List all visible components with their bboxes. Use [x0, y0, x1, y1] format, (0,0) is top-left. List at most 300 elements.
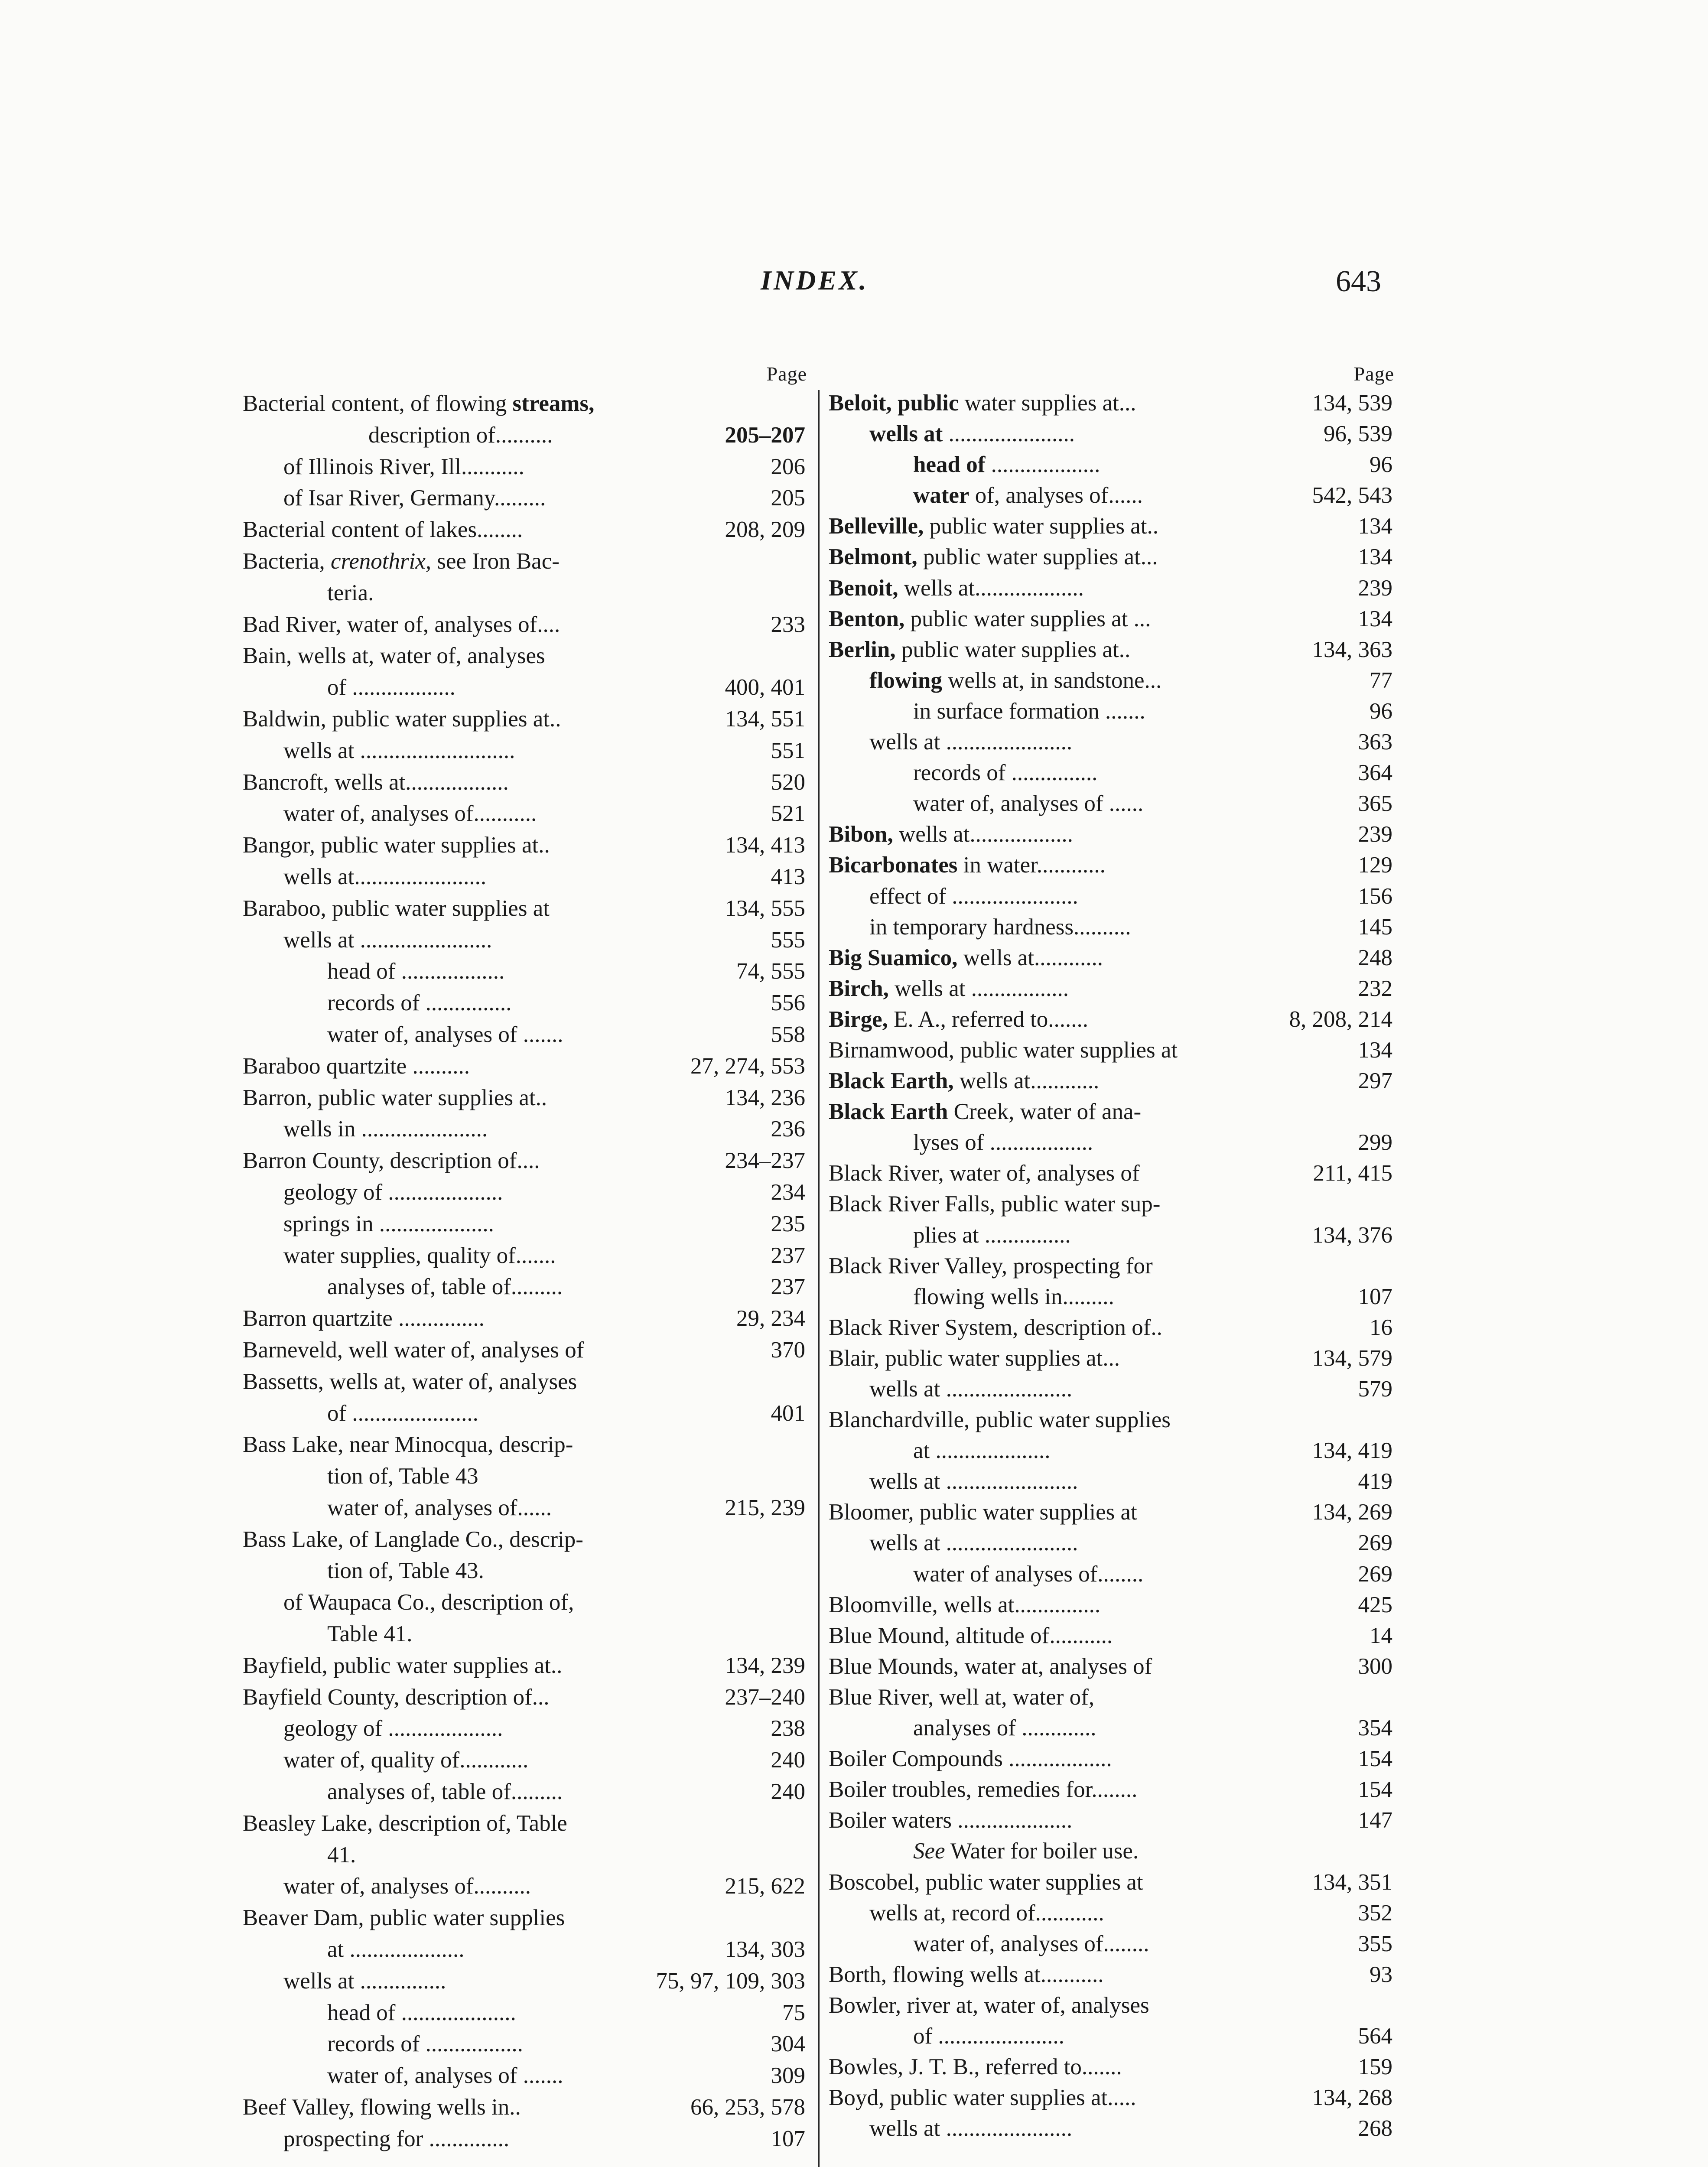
index-entry-page: 134, 236 — [725, 1085, 805, 1110]
index-entry — [243, 2028, 807, 2060]
index-entry-text: water of analyses of........ — [913, 1561, 1144, 1587]
index-entry-fragment: Bibon, — [829, 822, 893, 847]
index-entry-text: lyses of .................. — [913, 1130, 1093, 1155]
index-entry — [243, 893, 807, 924]
index-entry-page: 145 — [1358, 914, 1392, 940]
index-entry-page: 237–240 — [725, 1684, 805, 1710]
index-entry — [243, 420, 807, 451]
index-entry — [829, 788, 1394, 819]
index-entry-text: Boyd, public water supplies at..... — [829, 2085, 1136, 2111]
index-entry — [829, 1405, 1394, 1435]
index-entry-text: Table 41. — [327, 1621, 413, 1647]
index-entry-text: geology of .................... — [283, 1716, 503, 1741]
index-entry — [243, 703, 807, 735]
index-entry-page: 232 — [1358, 976, 1392, 1001]
index-entry-fragment: see Iron Bac- — [431, 548, 560, 574]
index-entry-fragment: Water for boiler use. — [945, 1838, 1139, 1864]
index-entry-page: 134, 419 — [1312, 1438, 1392, 1464]
index-entry-fragment: Bicarbonates — [829, 852, 958, 878]
index-entry-text — [829, 511, 1158, 542]
index-entry-fragment: Big Suamico, — [829, 945, 958, 970]
index-entry-page: 240 — [771, 1747, 805, 1773]
index-entry-text: analyses of, table of......... — [327, 1779, 563, 1805]
index-entry — [829, 1805, 1394, 1836]
index-entry — [243, 861, 807, 893]
index-entry-fragment: wells at................... — [898, 575, 1084, 601]
index-entry-text: of Isar River, Germany......... — [283, 485, 546, 511]
index-entry — [829, 1466, 1394, 1497]
index-entry-page: 236 — [771, 1116, 805, 1142]
index-entry-fragment: Beloit, public — [829, 390, 959, 416]
index-entry — [829, 912, 1394, 943]
index-entry-page: 134, 239 — [725, 1653, 805, 1678]
index-entry — [243, 2123, 807, 2155]
index-entry — [829, 1282, 1394, 1312]
index-entry — [243, 924, 807, 956]
index-entry-text: Bass Lake, near Minocqua, descrip- — [243, 1432, 573, 1458]
index-entry-text — [829, 943, 1103, 973]
index-entry-page: 364 — [1358, 760, 1392, 786]
index-entry-text: at .................... — [327, 1937, 465, 1962]
index-entry — [243, 2060, 807, 2092]
index-entry-text: analyses of ............. — [913, 1715, 1096, 1741]
index-entry-text: Barron, public water supplies at.. — [243, 1085, 547, 1110]
index-entry — [243, 672, 807, 703]
index-entry-fragment: flowing — [869, 667, 942, 693]
index-entry — [243, 514, 807, 546]
index-entries-left — [243, 388, 807, 2155]
index-entry-page: 370 — [771, 1337, 805, 1363]
index-entry-fragment: public water supplies at.. — [895, 637, 1131, 662]
index-entry-text: tion of, Table 43 — [327, 1464, 478, 1489]
index-entry-fragment: See — [913, 1838, 945, 1864]
index-entry-text: head of .................... — [327, 2000, 516, 2025]
index-entry-page: 237 — [771, 1274, 805, 1300]
index-entry-text: Blair, public water supplies at... — [829, 1345, 1120, 1371]
index-entry-page: 269 — [1358, 1530, 1392, 1556]
index-entry-page: 16 — [1370, 1315, 1392, 1340]
index-entry-text: Beef Valley, flowing wells in.. — [243, 2095, 521, 2120]
index-entry — [243, 1997, 807, 2029]
index-entry-page: 239 — [1358, 575, 1392, 601]
index-entry — [829, 819, 1394, 850]
index-entry-text: Boiler troubles, remedies for........ — [829, 1777, 1138, 1803]
index-entry — [829, 1651, 1394, 1682]
index-entry-page: 363 — [1358, 729, 1392, 755]
index-entry-text — [829, 573, 1084, 604]
index-entry-page: 234–237 — [725, 1148, 805, 1174]
index-entry — [243, 956, 807, 987]
index-entry-page: 304 — [771, 2031, 805, 2057]
index-entry-fragment: ................... — [985, 452, 1100, 478]
index-entry-text: wells at ...................... — [869, 1376, 1073, 1402]
index-entry-page: 107 — [1358, 1284, 1392, 1309]
index-entry-page: 14 — [1370, 1623, 1392, 1648]
index-entry-page: 300 — [1358, 1653, 1392, 1679]
index-entry-fragment: public water supplies at.. — [924, 514, 1158, 539]
index-entry-text — [829, 604, 1151, 634]
index-entry — [243, 1429, 807, 1461]
index-entry-page: 521 — [771, 801, 805, 826]
index-entry — [243, 1113, 807, 1145]
index-entry-text: description of.......... — [368, 422, 553, 448]
index-entry — [243, 1744, 807, 1776]
index-entry — [829, 1774, 1394, 1805]
index-entry-fragment: Berlin, — [829, 637, 896, 662]
index-entry-page: 235 — [771, 1211, 805, 1236]
index-entry — [243, 735, 807, 767]
index-entry-fragment: Creek, water of ana- — [948, 1099, 1142, 1125]
index-entry-text — [913, 1836, 1139, 1867]
index-entry-text: prospecting for .............. — [283, 2126, 510, 2151]
index-entry — [243, 577, 807, 609]
index-entry-page: 27, 274, 553 — [690, 1053, 805, 1079]
index-entry-text: tion of, Table 43. — [327, 1558, 484, 1584]
index-entry-text: Bacterial content of lakes........ — [243, 517, 523, 543]
index-entry-page: 239 — [1358, 822, 1392, 847]
index-entry-text: Black River Valley, prospecting for — [829, 1253, 1153, 1279]
index-entry-page: 134, 268 — [1312, 2085, 1392, 2111]
column-divider — [818, 390, 820, 2167]
index-entry-text: wells at, record of............ — [869, 1900, 1104, 1926]
index-entry-page: 134, 303 — [725, 1937, 805, 1962]
index-entry-text — [243, 388, 594, 420]
index-entry-text: water supplies, quality of....... — [283, 1243, 556, 1268]
index-entries-right — [829, 388, 1394, 2144]
index-entry-text: Beaver Dam, public water supplies — [243, 1905, 565, 1931]
index-entry — [829, 2021, 1394, 2052]
index-entry-text: records of ............... — [913, 760, 1098, 786]
index-entry — [829, 1867, 1394, 1898]
index-entry-page: 134, 413 — [725, 833, 805, 858]
index-entry-text: teria. — [327, 580, 374, 605]
index-entry-text: wells at....................... — [283, 864, 487, 889]
index-entry-page: 74, 555 — [736, 959, 805, 984]
index-entry — [829, 511, 1394, 542]
index-entry-text: Boiler Compounds .................. — [829, 1746, 1112, 1772]
index-entry-page: 107 — [771, 2126, 805, 2151]
index-entry-text: wells at ............... — [283, 1968, 446, 1994]
index-entry — [829, 419, 1394, 449]
index-entry-text: Black River Falls, public water sup- — [829, 1191, 1161, 1217]
index-entry-text — [829, 388, 1136, 419]
index-entry-text: Blue Mound, altitude of........... — [829, 1623, 1113, 1648]
index-entry-page: 134, 579 — [1312, 1345, 1392, 1371]
index-entry-fragment: water supplies at... — [959, 390, 1136, 416]
index-entry-text: water of, analyses of ....... — [327, 2063, 563, 2089]
index-entry-text: water of, analyses of........... — [283, 801, 537, 826]
index-entry-page: 134, 539 — [1312, 390, 1392, 416]
index-entry-text — [829, 973, 1069, 1004]
index-entry-text: wells at ....................... — [283, 927, 492, 953]
index-entry — [829, 1959, 1394, 1990]
index-entry — [243, 1177, 807, 1208]
index-entry-fragment: of, analyses of...... — [969, 483, 1143, 508]
index-entry-text: wells at ...................... — [869, 2116, 1073, 2141]
index-entry-fragment: Black Earth — [829, 1099, 948, 1125]
index-entry-text: Blanchardville, public water supplies — [829, 1407, 1171, 1433]
index-entry-page: 66, 253, 578 — [690, 2095, 805, 2120]
index-entry — [243, 1019, 807, 1051]
index-entry-text: springs in .................... — [283, 1211, 494, 1236]
index-entry-page: 215, 239 — [725, 1495, 805, 1520]
index-entry-text: Baldwin, public water supplies at.. — [243, 706, 561, 732]
index-entry-fragment: Bacteria, — [243, 548, 331, 574]
index-entry-page: 205–207 — [725, 422, 805, 448]
index-entry-page: 233 — [771, 612, 805, 637]
index-entry-text: geology of .................... — [283, 1179, 503, 1205]
index-entry-page: 134, 269 — [1312, 1500, 1392, 1525]
index-entry — [829, 1528, 1394, 1559]
index-entry-text — [829, 1097, 1141, 1127]
index-entry-fragment: crenothrix, — [331, 548, 432, 574]
index-entry — [243, 1871, 807, 1902]
index-entry-text: 41. — [327, 1842, 356, 1868]
index-entry-page: 234 — [771, 1179, 805, 1205]
index-entry-page: 238 — [771, 1716, 805, 1741]
index-entry-text: water of, analyses of........ — [913, 1931, 1149, 1956]
index-entry — [243, 1082, 807, 1114]
index-entry-text: Bayfield, public water supplies at.. — [243, 1653, 563, 1678]
index-entry-text: Blue River, well at, water of, — [829, 1684, 1095, 1710]
index-entry-text: at .................... — [913, 1438, 1051, 1464]
index-entry — [829, 758, 1394, 788]
index-entry-text: Bad River, water of, analyses of.... — [243, 612, 560, 637]
index-entry-fragment: in water............ — [957, 852, 1106, 878]
index-entry-fragment: ...................... — [943, 421, 1075, 447]
index-entry — [243, 767, 807, 798]
index-entry-text: Bancroft, wells at.................. — [243, 769, 509, 795]
index-entry — [243, 1902, 807, 1934]
index-entry — [243, 1934, 807, 1965]
index-entry-page: 75, 97, 109, 303 — [656, 1968, 805, 1994]
index-entry-page: 134 — [1358, 1037, 1392, 1063]
index-entry-text: Black River System, description of.. — [829, 1315, 1162, 1340]
index-entry-fragment: wells at — [869, 421, 943, 447]
index-entry-fragment: head of — [913, 452, 986, 478]
index-entry-fragment: Belleville, — [829, 514, 924, 539]
index-entry-page: 156 — [1358, 883, 1392, 909]
index-entry — [243, 1618, 807, 1650]
index-entry-text: plies at ............... — [913, 1222, 1071, 1248]
index-entry — [243, 1682, 807, 1713]
index-entry-fragment: Benton, — [829, 606, 905, 631]
index-entry — [243, 609, 807, 641]
index-entry — [829, 696, 1394, 727]
index-entry — [829, 1435, 1394, 1466]
index-entry-page: 425 — [1358, 1592, 1392, 1617]
index-entry-text: Boiler waters .................... — [829, 1808, 1073, 1833]
index-entry-fragment: wells at............ — [953, 1068, 1100, 1094]
index-entry-page: 208, 209 — [725, 517, 805, 543]
index-entry — [829, 2082, 1394, 2113]
index-entry-text: Bass Lake, of Langlade Co., descrip- — [243, 1526, 583, 1552]
index-column-right — [829, 360, 1394, 2167]
index-entry — [243, 1587, 807, 1618]
index-entry — [243, 1555, 807, 1587]
index-entry-text: Bangor, public water supplies at.. — [243, 833, 550, 858]
index-entry-text: Bassetts, wells at, water of, analyses — [243, 1369, 577, 1394]
index-entry — [243, 1965, 807, 1997]
index-entry-fragment: Bacterial content, of flowing — [243, 391, 513, 416]
index-entry — [243, 1303, 807, 1334]
index-entry — [829, 1990, 1394, 2021]
index-entry-text: in surface formation ....... — [913, 698, 1145, 724]
index-entry — [243, 1208, 807, 1240]
index-entry-page: 215, 622 — [725, 1874, 805, 1899]
index-entry-text: water of, analyses of ...... — [913, 791, 1144, 817]
index-entry-text: Black River, water of, analyses of — [829, 1161, 1140, 1186]
index-entry-page: 413 — [771, 864, 805, 889]
index-entry-page: 240 — [771, 1779, 805, 1805]
index-entry-page: 248 — [1358, 945, 1392, 970]
index-entry-fragment: wells at ................. — [888, 976, 1069, 1001]
index-entry-text: Birnamwood, public water supplies at — [829, 1037, 1178, 1063]
index-entry — [243, 1492, 807, 1524]
index-entry — [243, 798, 807, 830]
index-entry-page: 77 — [1370, 667, 1392, 693]
index-entry — [829, 1620, 1394, 1651]
index-entry-fragment: Black Earth, — [829, 1068, 954, 1094]
index-entry — [829, 1220, 1394, 1251]
index-entry-text — [829, 819, 1073, 850]
page-header — [0, 264, 1708, 303]
index-entry-text: Bloomer, public water supplies at — [829, 1500, 1137, 1525]
index-entry — [829, 1189, 1394, 1220]
index-entry — [243, 1776, 807, 1808]
index-entry-text: records of ............... — [327, 990, 512, 1016]
index-entry-text: records of ................. — [327, 2031, 523, 2057]
index-entry-page: 556 — [771, 990, 805, 1016]
index-entry-page: 96, 539 — [1324, 421, 1392, 447]
index-entry-fragment: public water supplies at ... — [904, 606, 1151, 631]
index-entry-text — [243, 546, 560, 577]
index-entry — [243, 1334, 807, 1366]
index-entry-page: 309 — [771, 2063, 805, 2089]
index-entry-text — [829, 1066, 1099, 1097]
index-entry-text: head of .................. — [327, 959, 505, 984]
index-entry-page: 542, 543 — [1312, 483, 1392, 508]
index-entry — [829, 634, 1394, 665]
index-entry-text: Bloomville, wells at............... — [829, 1592, 1101, 1617]
index-entry — [243, 640, 807, 672]
index-entry-page: 551 — [771, 738, 805, 763]
index-entry — [829, 1497, 1394, 1528]
index-entry — [829, 1374, 1394, 1405]
index-entry — [829, 573, 1394, 604]
index-entry-page: 96 — [1370, 452, 1392, 478]
index-entry-page: 299 — [1358, 1130, 1392, 1155]
page-column-label: Page — [766, 363, 807, 385]
index-entry-text — [829, 850, 1106, 881]
page-number: 643 — [1336, 265, 1381, 298]
index-entry — [829, 1836, 1394, 1867]
index-entry-text: water of, analyses of...... — [327, 1495, 552, 1520]
index-entry — [829, 1898, 1394, 1929]
index-entry-page: 8, 208, 214 — [1289, 1006, 1392, 1032]
index-entry-text: of .................. — [327, 675, 455, 700]
index-entry-text: of ...................... — [327, 1400, 478, 1426]
index-entry-text: effect of ...................... — [869, 883, 1078, 909]
index-entry-text: water of, quality of............ — [283, 1747, 529, 1773]
index-entry — [243, 830, 807, 861]
index-entry-text: analyses of, table of......... — [327, 1274, 563, 1300]
index-entry — [829, 480, 1394, 511]
index-entry — [243, 1524, 807, 1555]
index-entry — [829, 1158, 1394, 1189]
index-entry-text — [913, 449, 1100, 480]
index-entry-page: 159 — [1358, 2054, 1392, 2080]
index-entry-page: 211, 415 — [1313, 1161, 1392, 1186]
index-entry-text: of Illinois River, Ill........... — [283, 454, 524, 479]
index-entry — [243, 451, 807, 483]
index-entry-page: 365 — [1358, 791, 1392, 817]
index-entry — [243, 1271, 807, 1303]
running-title: INDEX. — [761, 265, 869, 296]
index-entry — [829, 881, 1394, 912]
index-entry-text: Barron quartzite ............... — [243, 1306, 485, 1331]
index-entry-text: flowing wells in......... — [913, 1284, 1114, 1309]
index-entry — [243, 1713, 807, 1744]
index-entry-text: wells at ........................... — [283, 738, 515, 763]
index-entry-text: in temporary hardness.......... — [869, 914, 1131, 940]
index-entry — [829, 973, 1394, 1004]
index-entry — [829, 1713, 1394, 1744]
index-entry — [243, 546, 807, 577]
index-entry-fragment: wells at, in sandstone... — [942, 667, 1162, 693]
index-entry-text: Bain, wells at, water of, analyses — [243, 643, 545, 669]
index-entry — [829, 1929, 1394, 1959]
index-entry-page: 134, 376 — [1312, 1222, 1392, 1248]
index-entry-page: 297 — [1358, 1068, 1392, 1094]
index-entry — [829, 943, 1394, 973]
index-entry — [829, 449, 1394, 480]
index-column-left — [243, 360, 807, 2167]
index-entry — [243, 1145, 807, 1177]
index-entry — [243, 1650, 807, 1682]
index-entry-page: 134, 363 — [1312, 637, 1392, 662]
index-entry-text: Blue Mounds, water at, analyses of — [829, 1653, 1152, 1679]
index-entry — [829, 850, 1394, 881]
index-entry — [243, 388, 807, 420]
index-entry-page: 134 — [1358, 544, 1392, 570]
index-entry — [829, 2113, 1394, 2144]
index-entry — [243, 1398, 807, 1429]
index-entry-page: 29, 234 — [736, 1306, 805, 1331]
index-entry-page: 237 — [771, 1243, 805, 1268]
index-entry-text: Bowles, J. T. B., referred to....... — [829, 2054, 1122, 2080]
index-entry-page: 355 — [1358, 1931, 1392, 1956]
index-entry-text: wells at ...................... — [869, 729, 1073, 755]
index-entry-page: 564 — [1358, 2023, 1392, 2049]
index-entry — [243, 1366, 807, 1398]
index-entry-text — [829, 1004, 1088, 1035]
index-entry-page: 268 — [1358, 2116, 1392, 2141]
index-entry-text: Barron County, description of.... — [243, 1148, 540, 1174]
index-entry-text: Baraboo, public water supplies at — [243, 895, 550, 921]
index-entry-text: Boscobel, public water supplies at — [829, 1869, 1143, 1895]
index-entry-page: 134, 555 — [725, 895, 805, 921]
index-entry — [829, 1744, 1394, 1774]
index-entry-text — [829, 542, 1158, 573]
index-entry-text: of ...................... — [913, 2023, 1064, 2049]
index-entry-fragment: public water supplies at... — [917, 544, 1158, 570]
index-entry-text — [869, 665, 1161, 696]
index-entry-fragment: Benoit, — [829, 575, 898, 601]
index-entry-page: 206 — [771, 454, 805, 479]
index-entry-page: 154 — [1358, 1777, 1392, 1803]
index-entry — [829, 542, 1394, 573]
